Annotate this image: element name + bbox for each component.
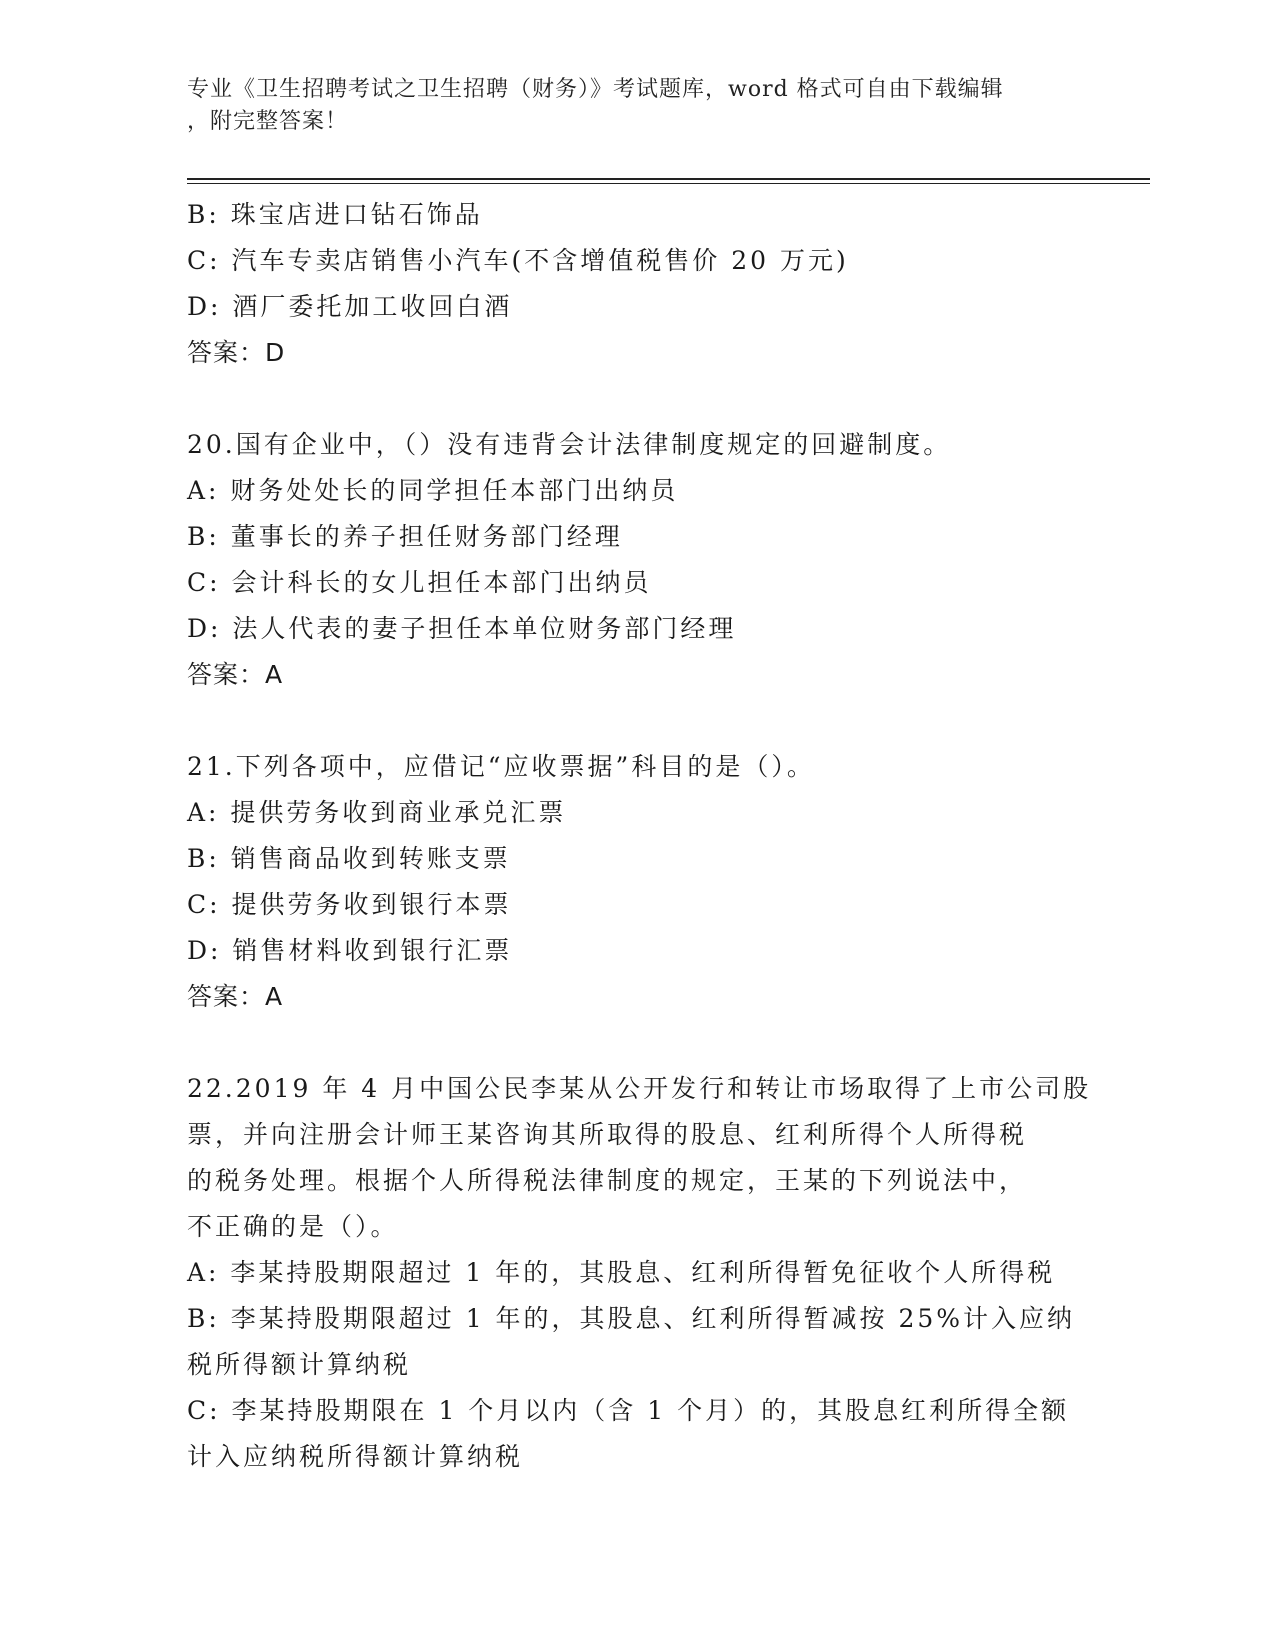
option-a: A: 财务处处长的同学担任本部门出纳员 xyxy=(187,476,679,505)
option-d: D: 法人代表的妻子担任本单位财务部门经理 xyxy=(187,614,737,643)
option-a: A: 李某持股期限超过 1 年的，其股息、红利所得暂免征收个人所得税 xyxy=(187,1258,1056,1287)
question-stem: 20.国有企业中，（）没有违背会计法律制度规定的回避制度。 xyxy=(187,430,952,459)
question-list xyxy=(187,192,1092,1480)
option-c: C: 汽车专卖店销售小汽车(不含增值税售价 20 万元) xyxy=(187,246,849,275)
option-b: B: 销售商品收到转账支票 xyxy=(187,844,511,873)
option-c-line: 计入应纳税所得额计算纳税 xyxy=(187,1442,524,1471)
question-stem-line: 不正确的是（）。 xyxy=(187,1212,399,1241)
answer-label: 答案：A xyxy=(187,982,284,1011)
option-d: D: 酒厂委托加工收回白酒 xyxy=(187,292,513,321)
question-stem-line: 票，并向注册会计师王某咨询其所取得的股息、红利所得个人所得税 xyxy=(187,1120,1028,1149)
option-c: C: 提供劳务收到银行本票 xyxy=(187,890,512,919)
option-b-line: B: 李某持股期限超过 1 年的，其股息、红利所得暂减按 25%计入应纳 xyxy=(187,1304,1076,1333)
question-22 xyxy=(187,1066,1092,1480)
header-line-1: 专业《卫生招聘考试之卫生招聘（财务）》考试题库，word 格式可自由下载编辑 xyxy=(187,77,1004,102)
answer-label: 答案：D xyxy=(187,338,286,367)
question-stem-line: 22.2019 年 4 月中国公民李某从公开发行和转让市场取得了上市公司股 xyxy=(187,1074,1092,1103)
option-c: C: 会计科长的女儿担任本部门出纳员 xyxy=(187,568,652,597)
question-19 xyxy=(187,192,1087,376)
option-a: A: 提供劳务收到商业承兑汇票 xyxy=(187,798,567,827)
option-b-line: 税所得额计算纳税 xyxy=(187,1350,412,1379)
option-d: D: 销售材料收到银行汇票 xyxy=(187,936,513,965)
spacer xyxy=(187,1020,1087,1066)
header-divider-thin xyxy=(187,183,1150,184)
question-20 xyxy=(187,422,1087,698)
question-stem: 21.下列各项中，应借记“应收票据”科目的是（）。 xyxy=(187,752,815,781)
option-c-line: C: 李某持股期限在 1 个月以内（含 1 个月）的，其股息红利所得全额 xyxy=(187,1396,1070,1425)
question-21 xyxy=(187,744,1087,1020)
option-b: B: 董事长的养子担任财务部门经理 xyxy=(187,522,623,551)
header-divider xyxy=(187,178,1150,180)
question-stem-line: 的税务处理。根据个人所得税法律制度的规定，王某的下列说法中， xyxy=(187,1166,1028,1195)
answer-label: 答案：A xyxy=(187,660,284,689)
spacer xyxy=(187,698,1087,744)
option-b: B: 珠宝店进口钻石饰品 xyxy=(187,200,483,229)
header-line-2: ，附完整答案！ xyxy=(187,109,349,134)
spacer xyxy=(187,376,1087,422)
document-header xyxy=(187,74,1087,138)
